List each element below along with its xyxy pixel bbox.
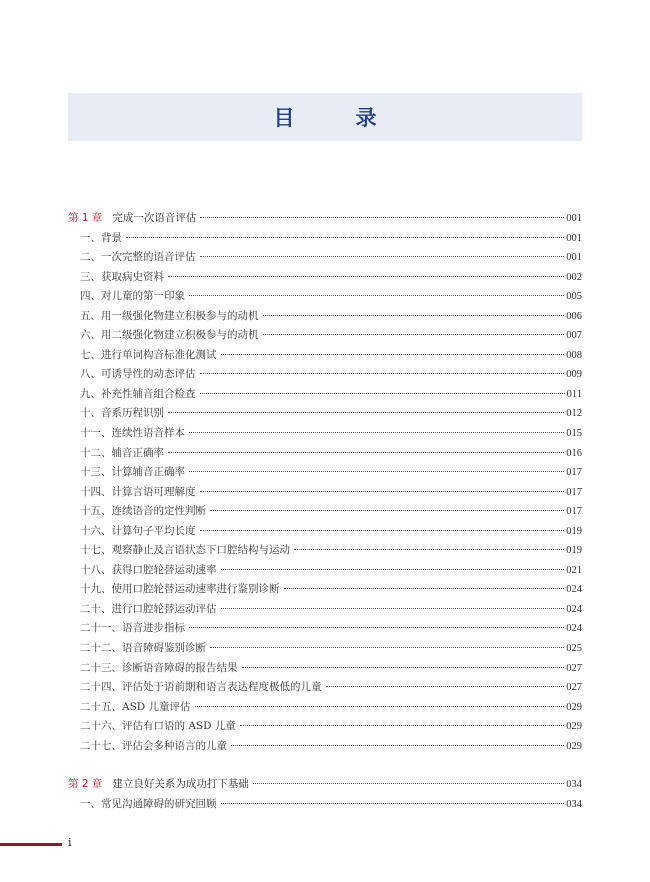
- section-label: 十九、使用口腔轮替运动速率进行鉴别诊断: [80, 583, 280, 596]
- page-number: 027: [566, 662, 582, 674]
- dot-leader: [200, 217, 564, 218]
- footer-accent-bar: [0, 843, 62, 846]
- dot-leader: [263, 334, 565, 335]
- page-number: 001: [566, 213, 582, 224]
- page-number: 029: [566, 740, 582, 752]
- footer-page-number: i: [68, 836, 72, 849]
- toc-section-item[interactable]: [68, 483, 582, 503]
- toc-section-item[interactable]: [68, 287, 582, 307]
- toc-section-item[interactable]: [68, 268, 582, 288]
- section-label: 一、背景: [80, 231, 122, 244]
- section-label: 二十、进行口腔轮替运动评估: [80, 602, 217, 615]
- toc-section-item[interactable]: [68, 463, 582, 483]
- dot-leader: [200, 256, 565, 257]
- section-label: 十七、观察静止及言语状态下口腔结构与运动: [80, 544, 290, 557]
- chapter-title: 完成一次语音评估: [112, 212, 197, 224]
- toc-section-item[interactable]: [68, 795, 582, 815]
- toc-section-item[interactable]: [68, 424, 582, 444]
- toc-section-item[interactable]: [68, 619, 582, 639]
- page-number: 009: [566, 369, 582, 381]
- toc-section-item[interactable]: [68, 717, 582, 737]
- dot-leader: [231, 745, 564, 746]
- section-label: 十五、连续语音的定性判断: [80, 505, 206, 518]
- dot-leader: [240, 725, 564, 726]
- dot-leader: [200, 491, 565, 492]
- page-number: 011: [566, 388, 582, 400]
- page-number: 002: [566, 271, 582, 283]
- dot-leader: [189, 627, 564, 628]
- page-number: 027: [566, 682, 582, 694]
- page-number: 006: [566, 310, 582, 322]
- page-number: 005: [566, 291, 582, 303]
- section-label: 二十二、语音障碍鉴别诊断: [80, 642, 206, 655]
- section-label: 二、一次完整的语音评估: [80, 251, 196, 264]
- toc-section-item[interactable]: [68, 678, 582, 698]
- dot-leader: [294, 549, 564, 550]
- section-label: 二十六、评估有口语的 ASD 儿童: [80, 720, 236, 733]
- dot-leader: [210, 510, 564, 511]
- page-number: 007: [566, 330, 582, 342]
- page-number: 019: [566, 545, 582, 557]
- toc-section-item[interactable]: [68, 737, 582, 757]
- toc-chapter-1[interactable]: [68, 209, 582, 229]
- toc-section-item[interactable]: [68, 659, 582, 679]
- page-number: 015: [566, 428, 582, 440]
- toc-title-band: [68, 93, 582, 141]
- dot-leader: [326, 686, 565, 687]
- toc-section-item[interactable]: [68, 639, 582, 659]
- page-number: 021: [566, 564, 582, 576]
- dot-leader: [221, 569, 565, 570]
- toc-section-item[interactable]: [68, 307, 582, 327]
- page-number: 019: [566, 525, 582, 537]
- section-label: 九、补充性辅音组合检查: [80, 387, 196, 400]
- page-number: 034: [566, 779, 582, 791]
- chapter-number: 第 1 章: [68, 212, 103, 224]
- toc-section-item[interactable]: [68, 248, 582, 268]
- chapter-number: 第 2 章: [68, 778, 103, 791]
- dot-leader: [189, 295, 564, 296]
- section-label: 七、进行单词构音标准化测试: [80, 348, 217, 361]
- dot-leader: [221, 354, 565, 355]
- dot-leader: [200, 393, 565, 394]
- page-number: 024: [566, 584, 582, 596]
- chapter-2-sections: [68, 795, 582, 815]
- section-label: 十二、辅音正确率: [80, 446, 164, 459]
- section-label: 十六、计算句子平均长度: [80, 524, 196, 537]
- dot-leader: [195, 706, 565, 707]
- page-number: 034: [566, 798, 582, 810]
- section-label: 二十三、诊断语音障碍的报告结果: [80, 661, 238, 674]
- toc-section-item[interactable]: [68, 385, 582, 405]
- dot-leader: [253, 783, 564, 784]
- dot-leader: [168, 452, 564, 453]
- dot-leader: [168, 276, 564, 277]
- dot-leader: [263, 315, 565, 316]
- dot-leader: [284, 588, 565, 589]
- toc-section-item[interactable]: [68, 541, 582, 561]
- section-label: 十四、计算言语可理解度: [80, 485, 196, 498]
- section-label: 二十五、ASD 儿童评估: [80, 700, 191, 713]
- dot-leader: [221, 608, 565, 609]
- section-label: 十三、计算辅音正确率: [80, 466, 185, 479]
- page-number: 001: [566, 252, 582, 264]
- section-label: 二十四、评估处于语前期和语言表达程度极低的儿童: [80, 681, 322, 694]
- toc-section-item[interactable]: [68, 404, 582, 424]
- toc-section-item[interactable]: [68, 346, 582, 366]
- toc-section-item[interactable]: [68, 444, 582, 464]
- dot-leader: [210, 647, 564, 648]
- dot-leader: [221, 803, 565, 804]
- section-label: 四、对儿童的第一印象: [80, 290, 185, 303]
- page-number: 017: [566, 486, 582, 498]
- section-label: 二十七、评估会多种语言的儿童: [80, 739, 227, 752]
- toc-section-item[interactable]: [68, 229, 582, 249]
- section-label: 二十一、语音进步指标: [80, 622, 185, 635]
- page-number: 001: [566, 232, 582, 244]
- page-number: 024: [566, 603, 582, 615]
- section-label: 五、用一级强化物建立积极参与的动机: [80, 309, 259, 322]
- dot-leader: [189, 432, 564, 433]
- section-label: 十一、连续性语音样本: [80, 427, 185, 440]
- toc-section-item[interactable]: [68, 365, 582, 385]
- toc-section-item[interactable]: [68, 698, 582, 718]
- page-number: 029: [566, 721, 582, 733]
- toc-section-item[interactable]: [68, 522, 582, 542]
- section-label: 十八、获得口腔轮替运动速率: [80, 563, 217, 576]
- section-label: 六、用二级强化物建立积极参与的动机: [80, 329, 259, 342]
- section-label: 一、常见沟通障碍的研究回顾: [80, 797, 217, 810]
- dot-leader: [200, 530, 565, 531]
- page-number: 017: [566, 506, 582, 518]
- dot-leader: [242, 667, 565, 668]
- section-label: 三、获取病史资料: [80, 270, 164, 283]
- toc-chapter-2[interactable]: [68, 775, 582, 795]
- page-number: 017: [566, 467, 582, 479]
- dot-leader: [200, 373, 565, 374]
- dot-leader: [126, 237, 564, 238]
- toc-section-item[interactable]: [68, 326, 582, 346]
- page-number: 016: [566, 447, 582, 459]
- toc-section-item[interactable]: [68, 502, 582, 522]
- toc-section-item[interactable]: [68, 561, 582, 581]
- page-number: 024: [566, 623, 582, 635]
- chapter-title: 建立良好关系为成功打下基础: [112, 778, 249, 791]
- page-number: 029: [566, 701, 582, 713]
- section-label: 八、可诱导性的动态评估: [80, 368, 196, 381]
- dot-leader: [168, 412, 564, 413]
- toc-title: 目 录: [273, 106, 397, 130]
- page-number: 012: [566, 408, 582, 420]
- dot-leader: [189, 471, 564, 472]
- table-of-contents: [68, 209, 582, 814]
- section-label: 十、音系历程识别: [80, 407, 164, 420]
- page-number: 008: [566, 349, 582, 361]
- toc-section-item[interactable]: [68, 580, 582, 600]
- toc-section-item[interactable]: [68, 600, 582, 620]
- chapter-1-sections: [68, 229, 582, 757]
- page-number: 025: [566, 643, 582, 655]
